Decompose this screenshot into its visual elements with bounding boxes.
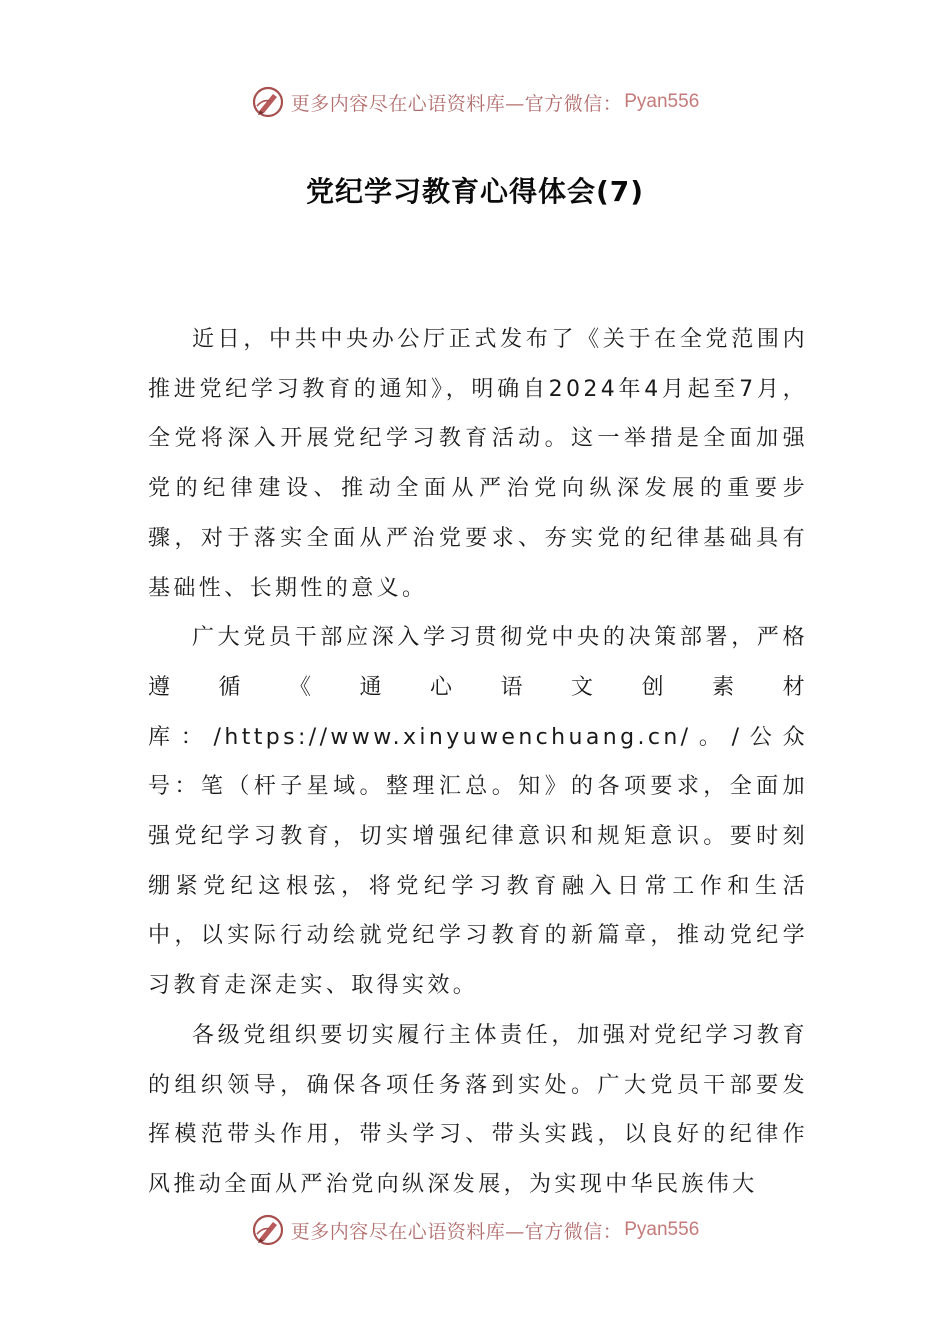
footer-banner-text: 更多内容尽在心语资料库—官方微信： [290,1220,623,1243]
header-banner-wechat-id: Pyan556 [624,91,700,112]
page-title: 党纪学习教育心得体会(7) [305,175,645,208]
header-banner [0,80,950,124]
paragraph-2: 广大党员干部应深入学习贯彻党中央的决策部署，严格遵循《通心语文创素材库：/https://www.xinyuwenchuang.cn/。/公众号：笔（杆子星域。整理汇总。知》的各项要求，全面加强党纪学习教育，切实增强纪律意识和规矩意识。要时刻绷紧党纪这根弦，将党纪学习教育融入日常工作和生活中，以实际行动绘就党纪学习教育的新篇章，推动党纪学习教育走深走实、取得实效。 [148,625,808,999]
document-body [148,315,808,1210]
footer-banner [0,1208,950,1252]
pen-logo-icon [251,85,285,119]
paragraph-1: 近日，中共中央办公厅正式发布了《关于在全党范围内推进党纪学习教育的通知》，明确自2024年4月起至7月，全党将深入开展党纪学习教育活动。这一举措是全面加强党的纪律建设、推动全面从严治党向纵深发展的重要步骤，对于落实全面从严治党要求、夯实党的纪律基础具有基础性、长期性的意义。 [148,327,808,601]
pen-logo-icon [251,1213,285,1247]
header-banner-text: 更多内容尽在心语资料库—官方微信： [290,92,623,115]
footer-banner-wechat-id: Pyan556 [624,1219,700,1240]
paragraph-3: 各级党组织要切实履行主体责任，加强对党纪学习教育的组织领导，确保各项任务落到实处。广大党员干部要发挥模范带头作用，带头学习、带头实践，以良好的纪律作风推动全面从严治党向纵深发展，为实现中华民族伟大 [148,1022,808,1197]
